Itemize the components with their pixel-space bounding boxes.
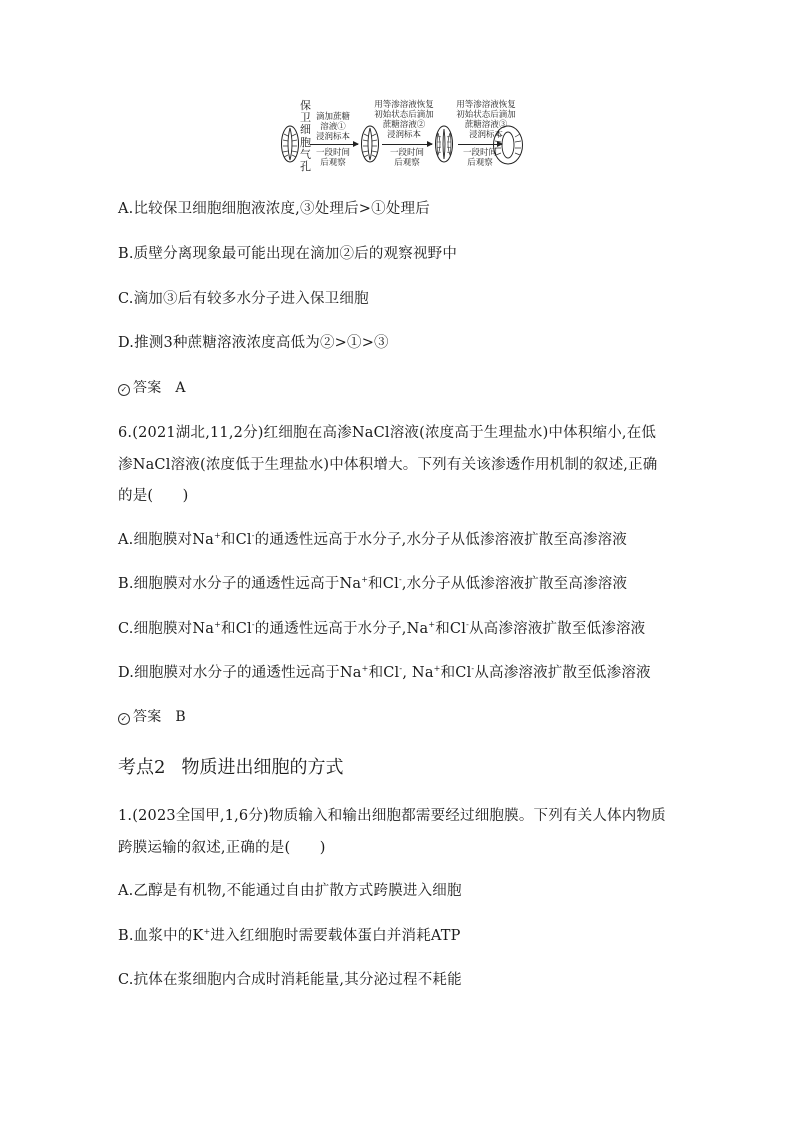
step1-line: 溶液① bbox=[320, 122, 346, 132]
q6-stem-line3: 的是( ) bbox=[118, 488, 189, 504]
q6-answer bbox=[118, 707, 186, 727]
figure-title-char: 胞 bbox=[300, 135, 311, 149]
step2-line: 浸润标本 bbox=[386, 130, 421, 140]
answer-value: B bbox=[175, 709, 186, 725]
superscript: - bbox=[251, 620, 255, 629]
superscript: - bbox=[251, 531, 255, 540]
stoma-after-solution3-image bbox=[492, 124, 524, 166]
text-segment: C.细胞膜对Na bbox=[118, 621, 215, 637]
superscript: + bbox=[433, 664, 441, 673]
figure-title-char: 细 bbox=[300, 123, 311, 137]
step2-line: 蔗糖溶液② bbox=[382, 120, 426, 130]
superscript: + bbox=[428, 620, 436, 629]
text-segment: 的通透性远高于水分子,Na bbox=[254, 621, 429, 637]
step2-line: 初始状态后滴加 bbox=[374, 110, 434, 120]
step3-line: 用等渗溶液恢复 bbox=[456, 100, 516, 110]
superscript: + bbox=[203, 927, 211, 936]
superscript: + bbox=[214, 531, 221, 540]
superscript: - bbox=[471, 664, 475, 673]
step1-line: 滴加蔗糖 bbox=[315, 112, 350, 122]
q5-option-b: B.质壁分离现象最可能出现在滴加②后的观察视野中 bbox=[118, 246, 458, 262]
step1-label bbox=[308, 112, 358, 142]
q6-option-b bbox=[118, 574, 627, 594]
q5-option-d: D.推测3种蔗糖溶液浓度高低为②>①>③ bbox=[118, 335, 389, 351]
text-segment: 和Cl bbox=[368, 665, 400, 681]
q1-option-a: A.乙醇是有机物,不能通过自由扩散方式跨膜进入细胞 bbox=[118, 883, 462, 899]
section-number: 考点2 bbox=[118, 757, 166, 778]
text-segment: 和Cl bbox=[368, 576, 399, 592]
superscript: + bbox=[361, 575, 369, 584]
text-segment: 从高渗溶液扩散至低渗溶液 bbox=[474, 665, 651, 681]
step2-after-line: 后观察 bbox=[394, 158, 420, 168]
check-circle-icon: ✓ bbox=[118, 713, 130, 725]
superscript: + bbox=[214, 620, 222, 629]
q1-option-b bbox=[118, 926, 461, 946]
text-segment: , Na bbox=[402, 665, 434, 681]
figure-title-char: 孔 bbox=[300, 160, 311, 174]
step1-after-line: 一段时间 bbox=[315, 148, 350, 158]
text-segment: A.细胞膜对Na bbox=[118, 532, 215, 548]
guard-cell-figure bbox=[278, 100, 524, 176]
answer-label: 答案 bbox=[133, 709, 162, 725]
step3-after-line: 后观察 bbox=[467, 158, 493, 168]
q1-stem-line1: 1.(2023全国甲,1,6分)物质输入和输出细胞都需要经过细胞膜。下列有关人体内物质 bbox=[118, 808, 666, 824]
superscript: + bbox=[361, 664, 369, 673]
text-segment: 和Cl bbox=[440, 665, 472, 681]
figure-title-char: 气 bbox=[300, 147, 311, 161]
step2-label bbox=[368, 100, 440, 140]
q1-option-c: C.抗体在浆细胞内合成时消耗能量,其分泌过程不耗能 bbox=[118, 972, 462, 988]
q5-option-a: A.比较保卫细胞细胞液浓度,③处理后>①处理后 bbox=[118, 201, 430, 217]
step1-arrow bbox=[310, 144, 358, 145]
answer-value: A bbox=[175, 380, 186, 396]
text-segment: B.细胞膜对水分子的通透性远高于Na bbox=[118, 576, 362, 592]
text-segment: D.细胞膜对水分子的通透性远高于Na bbox=[118, 665, 362, 681]
step2-line: 用等渗溶液恢复 bbox=[374, 100, 434, 110]
q5-answer bbox=[118, 378, 186, 398]
step3-line: 蔗糖溶液③ bbox=[464, 120, 508, 130]
section-title: 物质进出细胞的方式 bbox=[181, 757, 344, 778]
text-segment: B.血浆中的K bbox=[118, 928, 204, 944]
superscript: - bbox=[466, 620, 469, 629]
q5-option-c: C.滴加③后有较多水分子进入保卫细胞 bbox=[118, 291, 369, 307]
figure-title-char: 保 bbox=[300, 99, 311, 112]
stoma-initial-image bbox=[280, 124, 300, 164]
step2-after-label bbox=[382, 148, 432, 168]
step3-line: 初始状态后滴加 bbox=[456, 110, 516, 120]
q6-option-c bbox=[118, 619, 645, 639]
text-segment: ,水分子从低渗溶液扩散至高渗溶液 bbox=[401, 576, 628, 592]
q6-stem-line1: 6.(2021湖北,11,2分)红细胞在高渗NaCl溶液(浓度高于生理盐水)中体积缩小,在低 bbox=[118, 425, 657, 441]
text-segment: 从高渗溶液扩散至低渗溶液 bbox=[468, 621, 646, 637]
figure-title-char: 卫 bbox=[300, 111, 311, 125]
text-segment: 和Cl bbox=[221, 621, 252, 637]
superscript: - bbox=[398, 575, 402, 584]
step2-arrow bbox=[382, 144, 432, 145]
check-circle-icon: ✓ bbox=[118, 384, 130, 396]
step1-after-line: 后观察 bbox=[320, 158, 346, 168]
q1-stem-line2: 跨膜运输的叙述,正确的是( ) bbox=[118, 840, 326, 856]
text-segment: 和Cl bbox=[220, 532, 252, 548]
superscript: - bbox=[399, 664, 403, 673]
step3-after-line: 一段时间 bbox=[462, 148, 497, 158]
step1-line: 浸润标本 bbox=[315, 132, 350, 142]
q6-option-a bbox=[118, 530, 627, 550]
answer-label: 答案 bbox=[133, 380, 162, 396]
text-segment: 和Cl bbox=[435, 621, 467, 637]
section-heading bbox=[118, 757, 343, 779]
text-segment: 的通透性远高于水分子,水分子从低渗溶液扩散至高渗溶液 bbox=[254, 532, 627, 548]
step1-after-label bbox=[308, 148, 358, 168]
step2-after-line: 一段时间 bbox=[389, 148, 424, 158]
text-segment: 进入红细胞时需要载体蛋白并消耗ATP bbox=[210, 928, 461, 944]
q6-option-d bbox=[118, 663, 651, 683]
q6-stem-line2: 渗NaCl溶液(浓度低于生理盐水)中体积增大。下列有关该渗透作用机制的叙述,正确 bbox=[118, 457, 658, 473]
step3-line: 浸润标本 bbox=[468, 130, 503, 140]
